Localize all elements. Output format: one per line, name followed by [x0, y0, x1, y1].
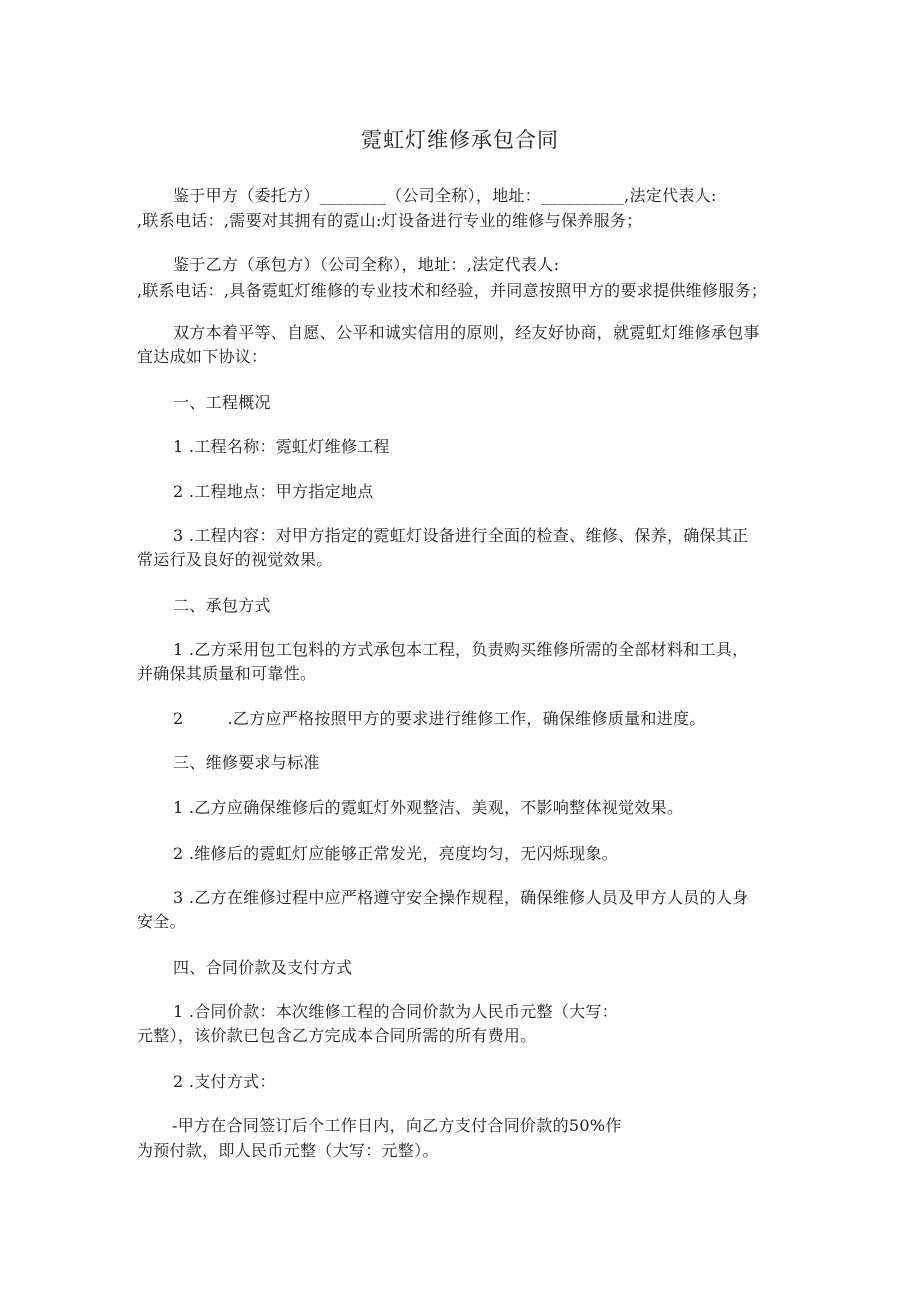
- agreement-line-2: 宜达成如下协议：: [137, 347, 268, 366]
- section-1-heading: 一、工程概况: [173, 393, 271, 412]
- section-1-item-3-line-1: 3 .工程内容：对甲方指定的霓虹灯设备进行全面的检查、维修、保养，确保其正: [173, 526, 749, 545]
- section-3-item-3-line-1: 3 .乙方在维修过程中应严格遵守安全操作规程，确保维修人员及甲方人员的人身: [173, 888, 749, 907]
- preamble-party-b-line-2: ,联系电话：,具备霓虹灯维修的专业技术和经验，并同意按照甲方的要求提供维修服务；: [137, 281, 768, 300]
- section-1-item-1: 1 .工程名称：霓虹灯维修工程: [173, 437, 390, 456]
- section-2-item-2-text: .乙方应严格按照甲方的要求进行维修工作，确保维修质量和进度。: [227, 709, 706, 728]
- section-3-item-3-line-2: 安全。: [137, 912, 186, 931]
- preamble-party-a-line-2: ,联系电话：,需要对其拥有的霓山:灯设备进行专业的维修与保养服务；: [137, 211, 643, 230]
- preamble-party-a-line-1: 鉴于甲方（委托方）________（公司全称），地址：__________,法定代表人:: [173, 186, 717, 205]
- section-4-payment-line-1: -甲方在合同签订后个工作日内，向乙方支付合同价款的50%作: [172, 1116, 622, 1135]
- section-2-item-2: [173, 708, 706, 730]
- preamble-party-b-line-1: 鉴于乙方（承包方）（公司全称），地址：,法定代表人:: [173, 255, 560, 274]
- section-3-item-1: 1 .乙方应确保维修后的霓虹灯外观整洁、美观，不影响整体视觉效果。: [173, 798, 684, 817]
- section-4-payment-line-2: 为预付款，即人民币元整（大写：元整）。: [137, 1141, 439, 1160]
- section-2-item-2-number: 2: [173, 709, 184, 728]
- section-4-item-1-line-1: 1 .合同价款：本次维修工程的合同价款为人民币元整（大写：: [173, 1002, 619, 1021]
- section-4-item-2: 2 .支付方式：: [173, 1072, 276, 1091]
- section-1-item-2: 2 .工程地点：甲方指定地点: [173, 482, 374, 501]
- section-2-heading: 二、承包方式: [173, 596, 271, 615]
- document-title: 霓虹灯维修承包合同: [361, 128, 559, 152]
- section-3-heading: 三、维修要求与标准: [173, 753, 320, 772]
- section-3-item-2: 2 .维修后的霓虹灯应能够正常发光，亮度均匀，无闪烁现象。: [173, 844, 619, 863]
- section-2-item-1-line-1: 1 .乙方采用包工包料的方式承包本工程，负责购买维修所需的全部材料和工具，: [173, 640, 749, 659]
- section-1-item-3-line-2: 常运行及良好的视觉效果。: [137, 550, 333, 569]
- section-4-item-1-line-2: 元整），该价款已包含乙方完成本合同所需的所有费用。: [137, 1026, 537, 1045]
- agreement-line-1: 双方本着平等、自愿、公平和诚实信用的原则，经友好协商，就霓虹灯维修承包事: [173, 323, 760, 342]
- section-4-heading: 四、合同价款及支付方式: [173, 958, 353, 977]
- section-2-item-1-line-2: 并确保其质量和可靠性。: [137, 664, 317, 683]
